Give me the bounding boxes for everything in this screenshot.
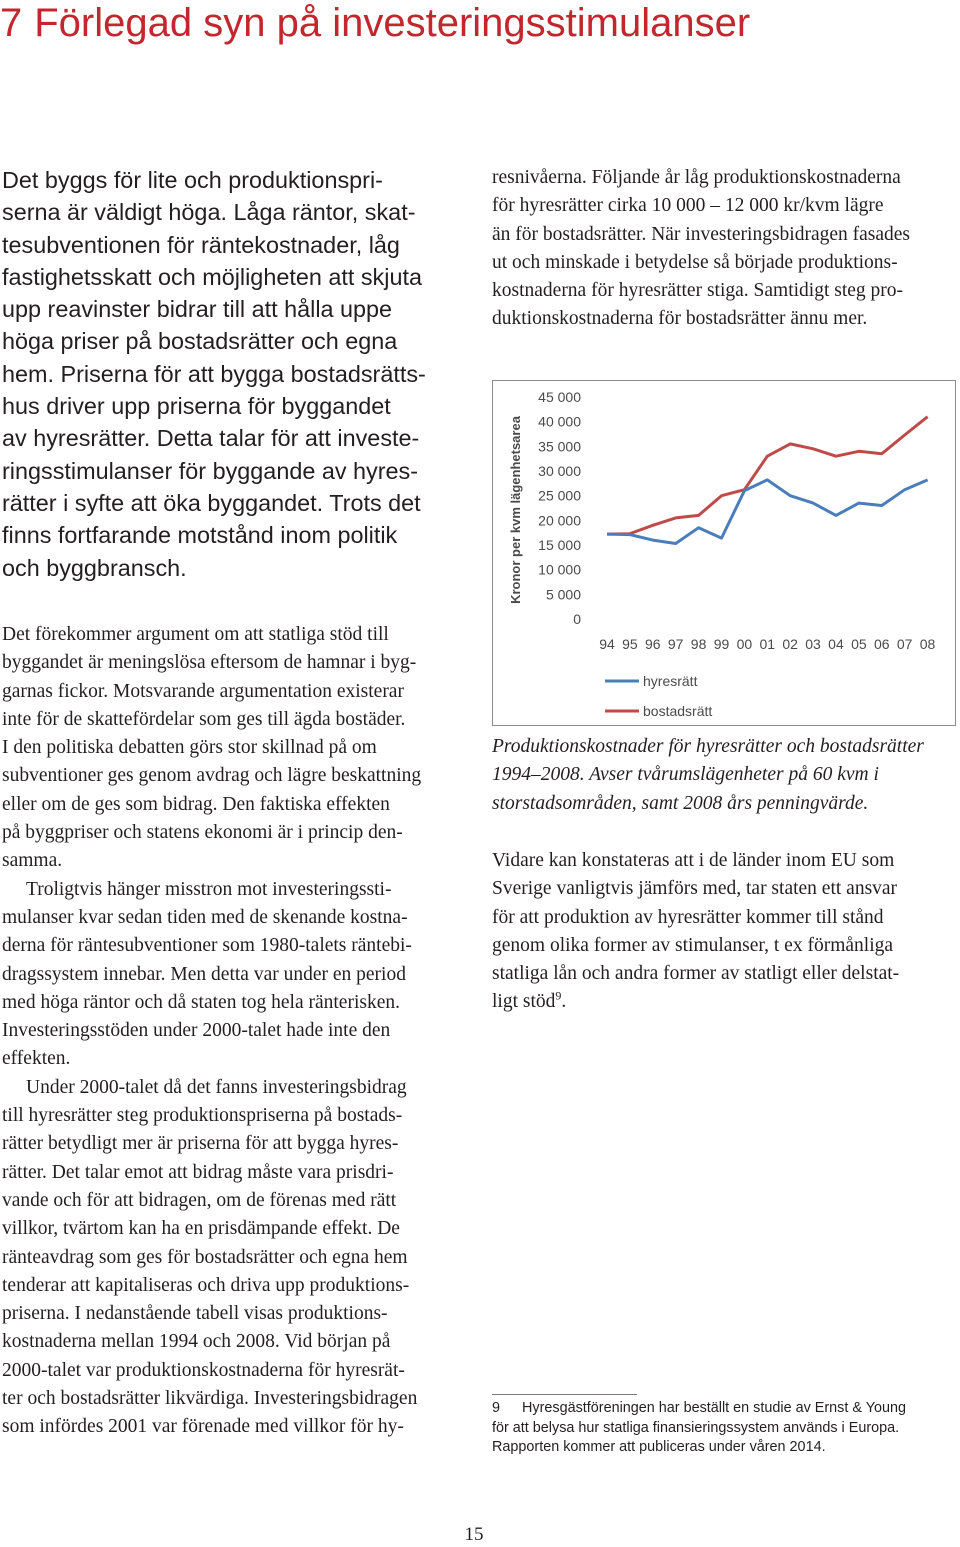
body-line: ut och minskade i betydelse så började produktions- xyxy=(492,251,898,273)
x-tick-label: 02 xyxy=(782,636,798,652)
lead-line: rätter i syfte att öka byggandet. Trots det xyxy=(2,489,421,516)
body-line: ränteavdrag som ges för bostadsrätter och egna hem xyxy=(2,1246,408,1268)
body-line: för hyresrätter cirka 10 000 – 12 000 kr/kvm lägre xyxy=(492,195,884,217)
body-line xyxy=(492,988,952,1016)
body-line-text: Vidare kan konstateras att i de länder inom EU som xyxy=(492,850,895,871)
x-tick-label: 97 xyxy=(667,636,684,652)
series-line-hyresratt xyxy=(607,480,928,544)
y-tick-label: 30 000 xyxy=(538,463,581,479)
body-line: villkor, tvärtom kan ha en prisdämpande effekt. De xyxy=(2,1218,400,1240)
body-line: kostnaderna för hyresrätter stiga. Samtidigt steg pro- xyxy=(492,280,904,302)
lead-line: hem. Priserna för att bygga bostadsrätts- xyxy=(2,360,426,387)
body-line-text: genom olika former av stimulanser, t ex förmånliga xyxy=(492,934,894,956)
body-line: rätter. Det talar emot att bidrag måste vara prisdri- xyxy=(2,1161,394,1183)
lead-paragraph xyxy=(2,164,472,584)
body-line xyxy=(492,847,952,875)
series-line-bostadsratt xyxy=(607,417,928,534)
body-line: effekten. xyxy=(2,1048,71,1070)
right-body-text xyxy=(492,847,952,1017)
chart-svg xyxy=(493,381,955,725)
body-line: samma. xyxy=(2,850,63,872)
body-line: mulanser kvar sedan tiden med de skenande kostna- xyxy=(2,906,408,928)
x-tick-label: 05 xyxy=(851,636,867,652)
y-tick-label: 40 000 xyxy=(538,413,581,430)
body-line: Investeringsstöden under 2000-talet hade inte den xyxy=(2,1020,391,1042)
footnote-text: Hyresgästföreningen har beställt en studie av Ernst & Young xyxy=(522,1400,906,1416)
body-line-text: ligt stöd xyxy=(492,991,556,1013)
y-tick-label: 5 000 xyxy=(545,586,581,603)
lead-line: fastighetsskatt och möjligheten att skjuta xyxy=(2,263,422,290)
body-line: till hyresrätter steg produktionspriserna på bostads- xyxy=(2,1105,403,1127)
body-line: Troligtvis hänger misstron mot investeringssti- xyxy=(26,878,392,900)
x-tick-label: 98 xyxy=(690,636,707,652)
caption-line: 1994–2008. Avser tvårumslägenheter på 60 kvm i xyxy=(492,764,879,786)
x-tick-label: 99 xyxy=(713,636,730,652)
body-line xyxy=(492,904,952,932)
x-tick-label: 07 xyxy=(896,636,913,652)
body-line: vande och för att bidragen, om de förenas med rätt xyxy=(2,1189,397,1211)
lead-line: upp reavinster bidrar till att hålla uppe xyxy=(2,296,393,323)
body-line: duktionskostnaderna för bostadsrätter ännu mer. xyxy=(492,308,868,330)
y-tick-label: 35 000 xyxy=(538,438,581,455)
caption-line: storstadsområden, samt 2008 års penningvärde. xyxy=(492,792,869,814)
left-body-text xyxy=(2,621,472,1442)
lead-line: hus driver upp priserna för byggandet xyxy=(2,393,391,420)
body-line-text: för att produktion av hyresrätter kommer till stånd xyxy=(492,906,884,928)
body-line: subventioner ges genom avdrag och lägre beskattning xyxy=(2,765,422,787)
body-line: resnivåerna. Följande år låg produktionskostnaderna xyxy=(492,167,901,188)
body-line: tenderar att kapitaliseras och driva upp produktions- xyxy=(2,1274,410,1296)
footnote-number: 9 xyxy=(492,1400,501,1416)
footnote-line xyxy=(492,1438,952,1458)
body-line: byggandet är meningslösa eftersom de hamnar i byg- xyxy=(2,652,417,674)
lead-line: tesubventionen för räntekostnader, låg xyxy=(2,231,400,258)
chapter-title: Förlegad syn på investeringsstimulanser xyxy=(34,1,751,45)
y-tick-label: 20 000 xyxy=(538,512,581,529)
body-line: kostnaderna mellan 1994 och 2008. Vid början på xyxy=(2,1331,391,1353)
caption-line: Produktionskostnader för hyresrätter och bostadsrätter xyxy=(492,736,924,757)
body-line: ter och bostadsrätter likvärdiga. Investeringsbidragen xyxy=(2,1388,418,1410)
y-axis-label: Kronor per kvm lägenhetsarea xyxy=(508,416,523,604)
y-tick-label: 0 xyxy=(573,611,581,627)
body-line xyxy=(492,960,952,988)
body-line: än för bostadsrätter. När investeringsbidragen fasades xyxy=(492,223,911,245)
y-tick-label: 25 000 xyxy=(538,487,581,504)
body-line: derna för räntesubventioner som 1980-talets räntebi- xyxy=(2,935,412,957)
body-line: priserna. I nedanstående tabell visas produktions- xyxy=(2,1303,388,1325)
x-tick-label: 03 xyxy=(805,636,821,652)
x-tick-label: 08 xyxy=(919,636,936,652)
body-line: med höga räntor och då staten tog hela ränterisken. xyxy=(2,991,400,1013)
lead-line: ringsstimulanser för byggande av hyres- xyxy=(2,457,419,484)
body-line: dragssystem innebar. Men detta var under en period xyxy=(2,963,406,985)
legend-label: bostadsrätt xyxy=(643,703,713,719)
x-tick-label: 96 xyxy=(645,636,661,652)
body-line xyxy=(492,875,952,903)
body-line: på byggpriser och statens ekonomi är i princip den- xyxy=(2,822,403,844)
x-tick-label: 01 xyxy=(759,636,776,652)
lead-line: serna är väldigt höga. Låga räntor, skat- xyxy=(2,199,416,226)
lead-line: finns fortfarande motstånd inom politik xyxy=(2,522,398,549)
body-line: I den politiska debatten görs stor skillnad på om xyxy=(2,737,377,759)
x-tick-label: 06 xyxy=(873,636,890,652)
legend-label: hyresrätt xyxy=(643,673,698,689)
footnote-text: Rapporten kommer att publiceras under våren 2014. xyxy=(492,1439,826,1456)
x-tick-label: 00 xyxy=(736,636,753,652)
body-line: Under 2000-talet då det fanns investeringsbidrag xyxy=(26,1076,407,1098)
lead-line: höga priser på bostadsrätter och egna xyxy=(2,328,398,355)
lead-line: Det byggs för lite och produktionspri- xyxy=(2,167,383,193)
chapter-heading xyxy=(0,0,960,46)
body-line: eller om de ges som bidrag. Den faktiska effekten xyxy=(2,793,390,815)
body-line: inte för de skattefördelar som ges till ägda bostäder. xyxy=(2,708,406,730)
body-line xyxy=(492,932,952,960)
body-line-text: Sverige vanligtvis jämförs med, tar staten ett ansvar xyxy=(492,878,898,900)
y-tick-label: 45 000 xyxy=(538,389,581,405)
right-column-intro xyxy=(492,164,952,334)
footnote-line xyxy=(492,1399,952,1419)
footnote-reference[interactable]: 9 xyxy=(555,988,562,1003)
figure-caption xyxy=(492,733,952,818)
footnote xyxy=(492,1399,952,1458)
body-line: 2000-talet var produktionskostnaderna för hyresrät- xyxy=(2,1359,405,1381)
lead-line: av hyresrätter. Detta talar för att investe- xyxy=(2,425,420,452)
lead-line: och byggbransch. xyxy=(2,554,187,581)
x-tick-label: 94 xyxy=(599,636,615,652)
x-tick-label: 04 xyxy=(828,636,844,652)
y-tick-label: 15 000 xyxy=(538,537,581,553)
chapter-number: 7 xyxy=(0,1,23,45)
y-tick-label: 10 000 xyxy=(538,561,581,578)
footnote-text: för att belysa hur statliga finansieringssystem används i Europa. xyxy=(492,1419,900,1436)
body-line-text: statliga lån och andra former av statligt eller delstat- xyxy=(492,963,900,985)
x-tick-label: 95 xyxy=(622,636,638,652)
sentence-end: . xyxy=(561,991,567,1013)
body-line: rätter betydligt mer är priserna för att bygga hyres- xyxy=(2,1133,399,1155)
production-cost-chart xyxy=(492,380,956,726)
page-number: 15 xyxy=(464,1524,484,1545)
body-line: garnas fickor. Motsvarande argumentation existerar xyxy=(2,680,404,702)
body-line: Det förekommer argument om att statliga stöd till xyxy=(2,624,389,645)
body-line: som infördes 2001 var förenade med villkor för hy- xyxy=(2,1416,404,1438)
footnote-divider xyxy=(492,1394,637,1395)
footnote-line xyxy=(492,1419,952,1439)
